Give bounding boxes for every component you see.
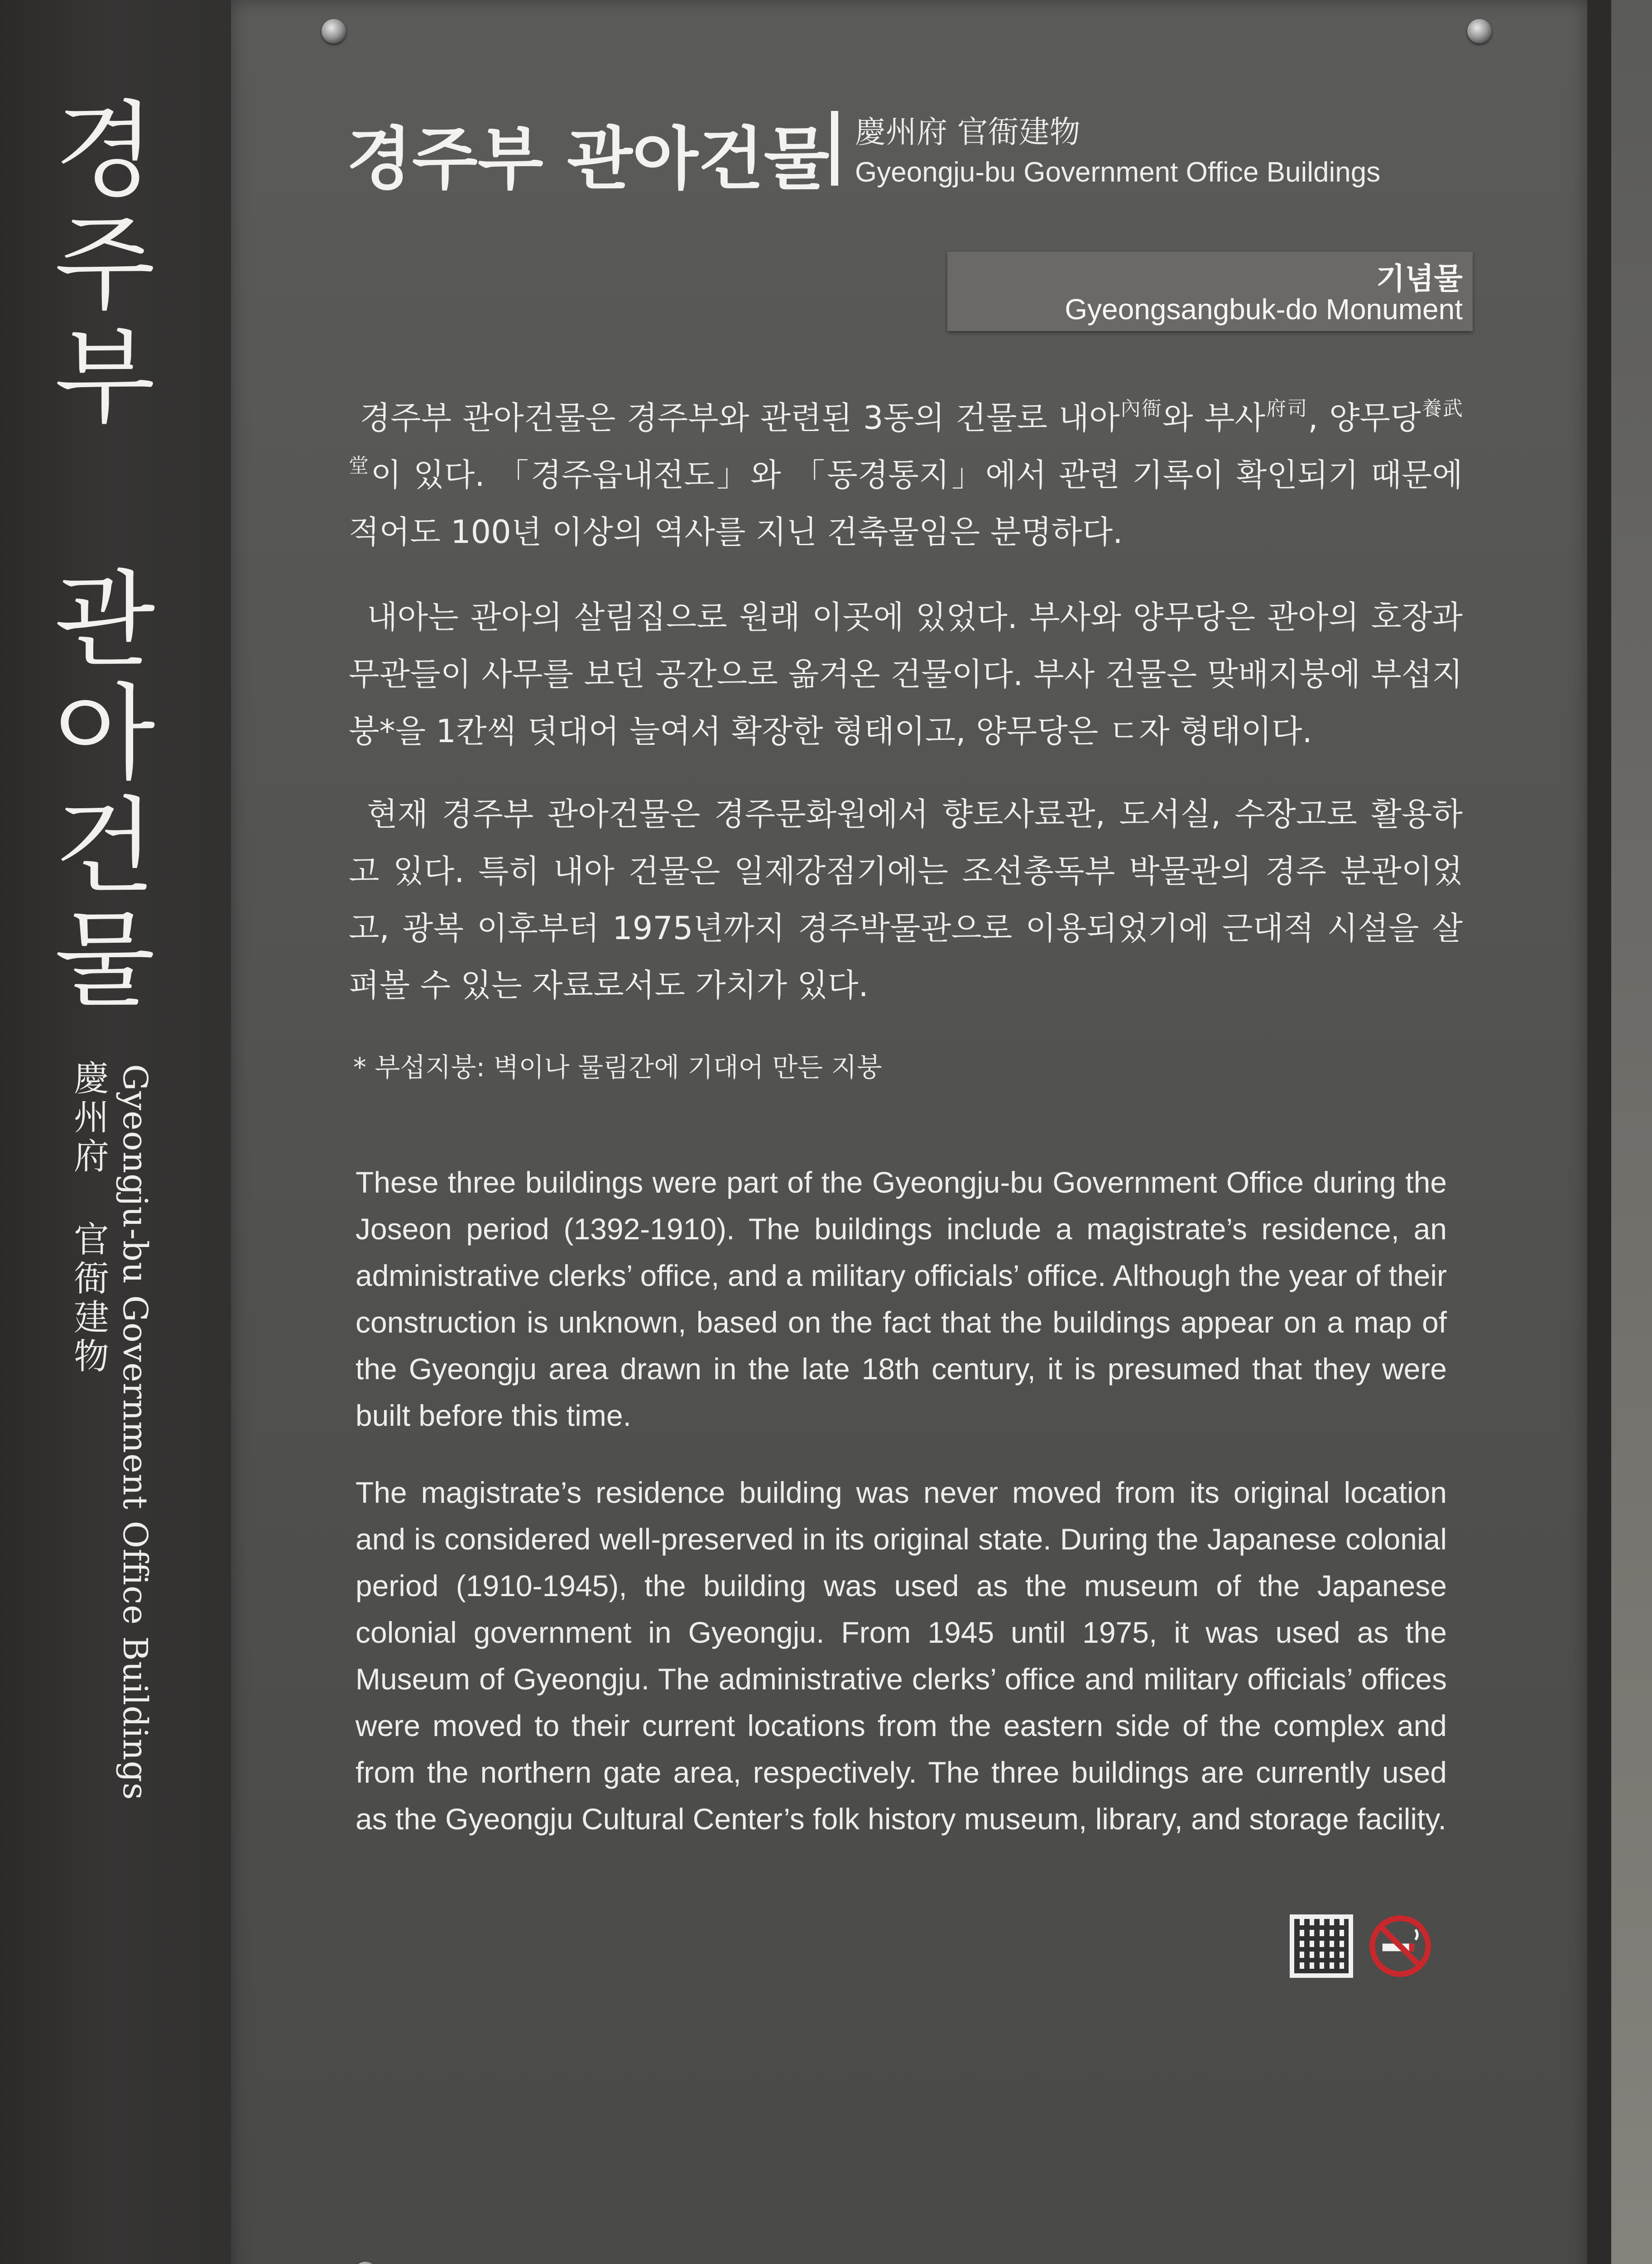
qr-code-icon[interactable] bbox=[1290, 1914, 1353, 1978]
p1-hanja-2: 府司 bbox=[1265, 397, 1308, 420]
p1-text-d: 이 있다. 「경주읍내전도」와 「동경통지」에서 관련 기록이 확인되기 때문에 적어도 100년 이상의 역사를 지닌 건축물임은 분명하다. bbox=[349, 456, 1463, 551]
bolt-top-left bbox=[322, 19, 346, 43]
badge-english: Gyeongsangbuk-do Monument bbox=[1065, 293, 1463, 326]
english-paragraph-1: These three buildings were part of the Gyeongju-bu Government Office during the Joseon period (1392-1910). The buildings include a magistrate’s residence, an administrative clerks’ office, and a military officials’ office. Although the year of their construction is unknown, based on the fact that the buildings appear on a map of the Gyeongju area drawn in the late 18th century, it is presumed that they were built before this time. bbox=[355, 1166, 1447, 1432]
bolt-bottom-left bbox=[353, 2262, 378, 2264]
title-hanja: 慶州府 官衙建物 bbox=[855, 115, 1081, 150]
p1-text-c: , 양무당 bbox=[1308, 399, 1421, 436]
badge-korean: 기념물 bbox=[1376, 261, 1463, 296]
footnote: * 부섭지붕: 벽이나 물림간에 기대어 만든 지붕 bbox=[353, 1052, 882, 1083]
p1-text-a: 경주부 관아건물은 경주부와 관련된 3동의 건물로 내아 bbox=[360, 399, 1120, 436]
english-paragraph-2: The magistrate’s residence building was never moved from its original location and is considered well-preserved in its original state. During the Japanese colonial period (1910-1945), the building was used as the museum of the Japanese colonial government in Gyeongju. From 1945 until 1975, it was used as the Museum of Gyeongju. The administrative clerks’ office and military officials’ offices were moved to their current locations from the eastern side of the complex and from the northern gate area, respectively. The three buildings are currently used as the Gyeongju Cultural Center’s folk history museum, library, and storage facility. bbox=[355, 1476, 1447, 1836]
ground-background bbox=[1611, 0, 1652, 2264]
left-pillar-sign bbox=[0, 0, 267, 2264]
pillar-hanja-title: 慶州府 官衙建物 bbox=[68, 1060, 109, 1377]
bolt-top-right bbox=[1467, 19, 1492, 43]
title-divider bbox=[831, 111, 838, 186]
p1-text-b: 와 부사 bbox=[1162, 399, 1266, 436]
korean-paragraph-3: 현재 경주부 관아건물은 경주문화원에서 향토사료관, 도서실, 수장고로 활용하고 있다. 특히 내아 건물은 일제강점기에는 조선총독부 박물관의 경주 분관이었고, 광복 이후부터 1975년까지 경주박물관으로 이용되었기에 근대적 시설을 살펴볼 수 있는 자료로서도 가치가 있다. bbox=[349, 796, 1463, 1004]
pillar-korean-title: 경주부 관아건물 bbox=[35, 95, 156, 1017]
page-title: 경주부 관아건물 bbox=[346, 120, 830, 199]
korean-paragraph-2: 내아는 관아의 살림집으로 원래 이곳에 있었다. 부사와 양무당은 관아의 호장과 무관들이 사무를 보던 공간으로 옮겨온 건물이다. 부사 건물은 맞배지붕에 부섭지붕*을 1칸씩 덧대어 늘여서 확장한 형태이고, 양무당은 ㄷ자 형태이다. bbox=[349, 599, 1463, 750]
no-smoking-icon bbox=[1369, 1914, 1432, 1978]
korean-paragraph-1 bbox=[349, 389, 1463, 561]
pillar-english-title: Gyeongju-bu Government Office Buildings bbox=[115, 1064, 154, 1800]
p1-hanja-3: 養武堂 bbox=[349, 397, 1463, 477]
title-english: Gyeongju-bu Government Office Buildings bbox=[855, 157, 1381, 188]
qr-code-pattern bbox=[1294, 1919, 1349, 1973]
p1-hanja-1: 內衙 bbox=[1119, 397, 1162, 420]
monument-badge bbox=[947, 252, 1473, 331]
